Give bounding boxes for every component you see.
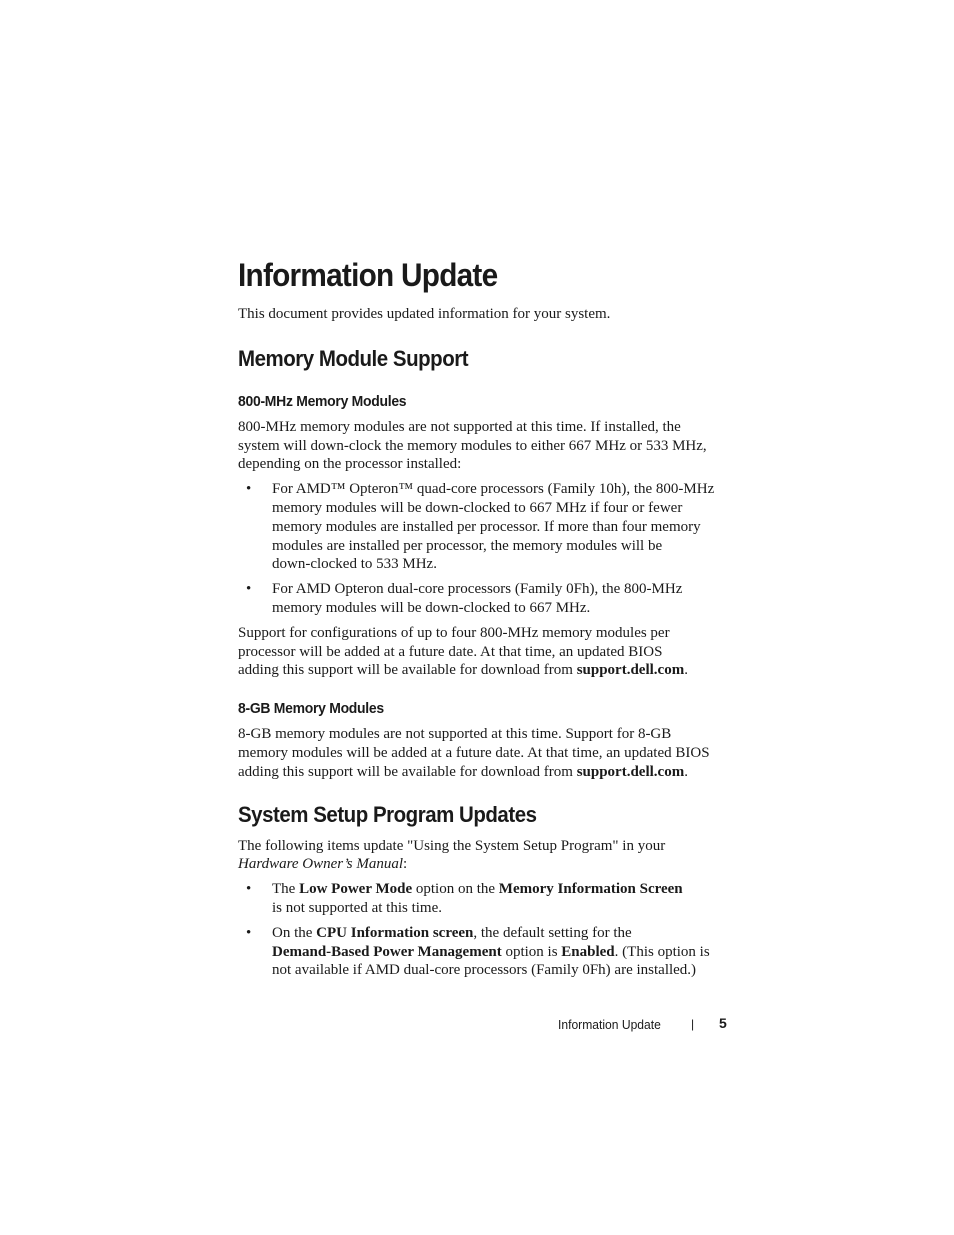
setup-intro-paragraph: The following items update "Using the System Setup Program" in your Hardware Owner’s Manual: xyxy=(238,837,666,873)
8gb-subheading: 8-GB Memory Modules xyxy=(238,700,384,718)
page-number: 5 xyxy=(719,1015,727,1031)
800mhz-bullet-list xyxy=(238,480,738,618)
800mhz-subheading: 800-MHz Memory Modules xyxy=(238,392,407,410)
list-item: • For AMD Opteron dual-core processors (Family 0Fh), the 800-MHz memory modules will be down-clocked to 667 MHz. xyxy=(246,581,683,616)
setup-bullet-list xyxy=(238,880,738,980)
800mhz-support-paragraph: Support for configurations of up to four 800-MHz memory modules per processor will be added at a future date. At that time, an updated BIOS adding this support will be available for download from support.dell.com. xyxy=(238,624,688,679)
footer-separator: | xyxy=(691,1017,695,1031)
footer-title: Information Update xyxy=(558,1017,661,1032)
page-title: Information Update xyxy=(238,257,498,293)
support-link: support.dell.com xyxy=(576,763,685,780)
bullet-icon: • xyxy=(246,924,252,941)
memory-section-heading: Memory Module Support xyxy=(238,345,469,371)
setup-section-heading: System Setup Program Updates xyxy=(238,801,537,827)
bullet-icon: • xyxy=(246,481,252,498)
list-item: • On the CPU Information screen, the default setting for the Demand-Based Power Management option is Enabled. (This option is not available if AMD dual-core processors (Family 0Fh) are installed.) xyxy=(246,924,710,979)
800mhz-paragraph: 800-MHz memory modules are not supported at this time. If installed, the system will down-clock the memory modules to either 667 MHz or 533 MHz, depending on the processor installed: xyxy=(238,418,707,473)
page-footer xyxy=(558,1015,738,1035)
manual-title: Hardware Owner’s Manual xyxy=(238,856,404,873)
list-item: • For AMD™ Opteron™ quad-core processors (Family 10h), the 800-MHz memory modules will be down-clocked to 667 MHz if four or fewer memory modules are installed per processor. If more than four memory modules are installed per processor, the memory modules will be down-clocked to 533 MHz. xyxy=(246,481,715,573)
document-page xyxy=(238,255,738,980)
support-link: support.dell.com xyxy=(576,662,685,679)
8gb-paragraph: 8-GB memory modules are not supported at this time. Support for 8-GB memory modules will be added at a future date. At that time, an updated BIOS adding this support will be available for download from support.dell.com. xyxy=(238,726,710,780)
bullet-icon: • xyxy=(246,581,252,598)
list-item: • The Low Power Mode option on the Memory Information Screen is not supported at this time. xyxy=(246,881,683,916)
intro-paragraph: This document provides updated information for your system. xyxy=(238,306,611,322)
bullet-icon: • xyxy=(246,881,252,898)
